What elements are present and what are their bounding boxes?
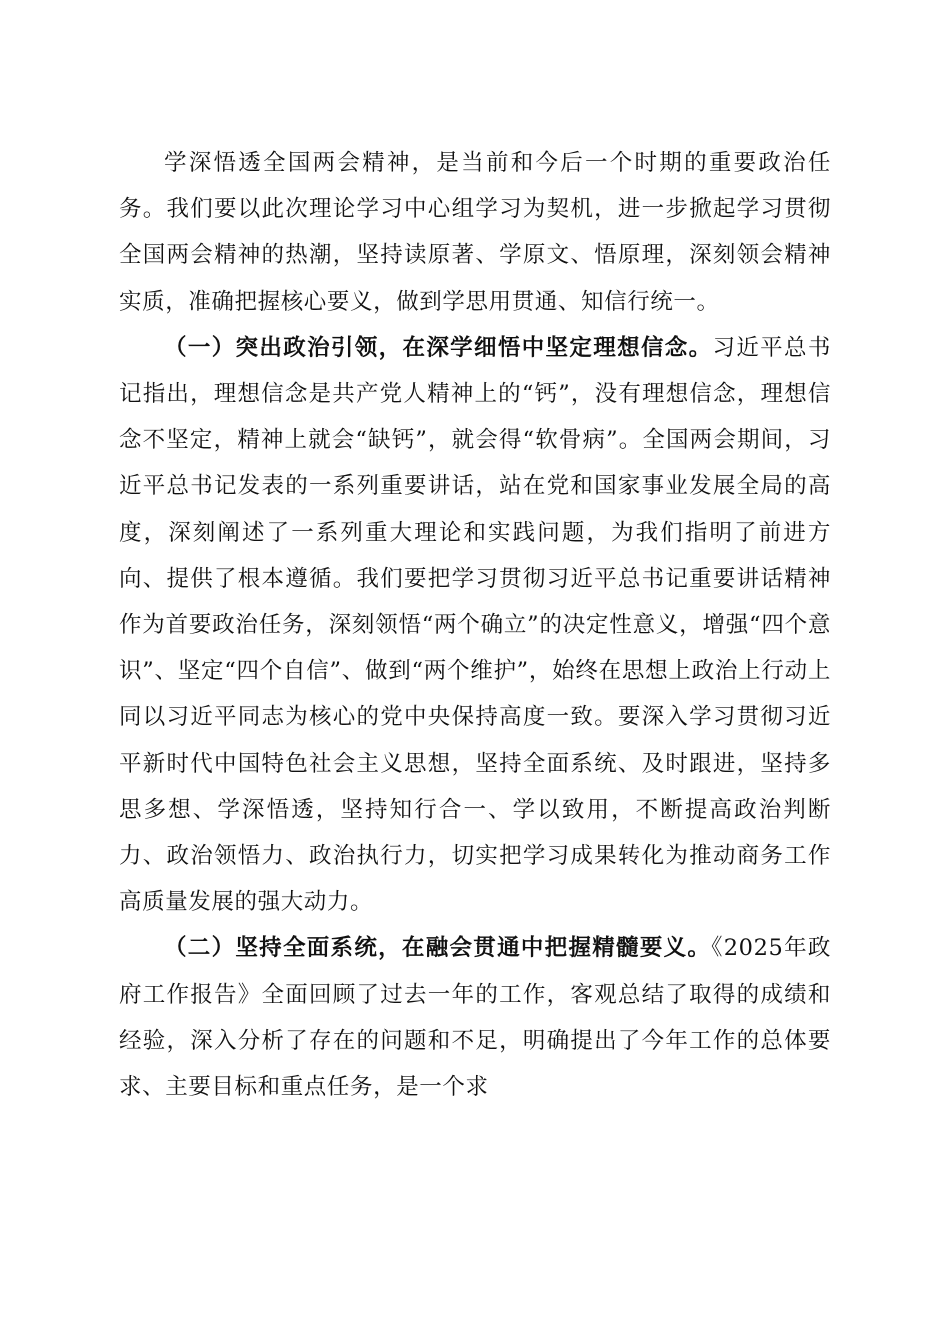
intro-paragraph: 学深悟透全国两会精神，是当前和今后一个时期的重要政治任务。我们要以此次理论学习中心组学习为契机，进一步掀起学习贯彻全国两会精神的热潮，坚持读原著、学原文、悟原理，深刻领会精神实质，准确把握核心要义，做到学思用贯通、知信行统一。 [119, 150, 831, 315]
section-1-body: 习近平总书记指出，理想信念是共产党人精神上的“钙”，没有理想信念，理想信念不坚定，精神上就会“缺钙”，就会得“软骨病”。全国两会期间，习近平总书记发表的一系列重要讲话，站在党和国家事业发展全局的高度，深刻阐述了一系列重大理论和实践问题，为我们指明了前进方向、提供了根本遵循。我们要把学习贯彻习近平总书记重要讲话精神作为首要政治任务，深刻领悟“两个确立”的决定性意义，增强“四个意识”、坚定“四个自信”、做到“两个维护”，始终在思想上政治上行动上同以习近平同志为核心的党中央保持高度一致。要深入学习贯彻习近平新时代中国特色社会主义思想，坚持全面系统、及时跟进，坚持多思多想、学深悟透，坚持知行合一、学以致用，不断提高政治判断力、政治领悟力、政治执行力，切实把学习成果转化为推动商务工作高质量发展的强大动力。 [119, 334, 831, 916]
section-2-body: 《2025年政府工作报告》全面回顾了过去一年的工作，客观总结了取得的成绩和经验，深入分析了存在的问题和不足，明确提出了今年工作的总体要求、主要目标和重点任务，是一个求 [119, 935, 831, 1101]
section-1-paragraph [119, 325, 831, 926]
document-body [119, 140, 831, 1110]
section-1-heading: （一）突出政治引领，在深学细悟中坚定理想信念。 [164, 334, 713, 361]
section-2-heading: （二）坚持全面系统，在融会贯通中把握精髓要义。 [164, 935, 712, 962]
section-2-paragraph [119, 925, 831, 1110]
